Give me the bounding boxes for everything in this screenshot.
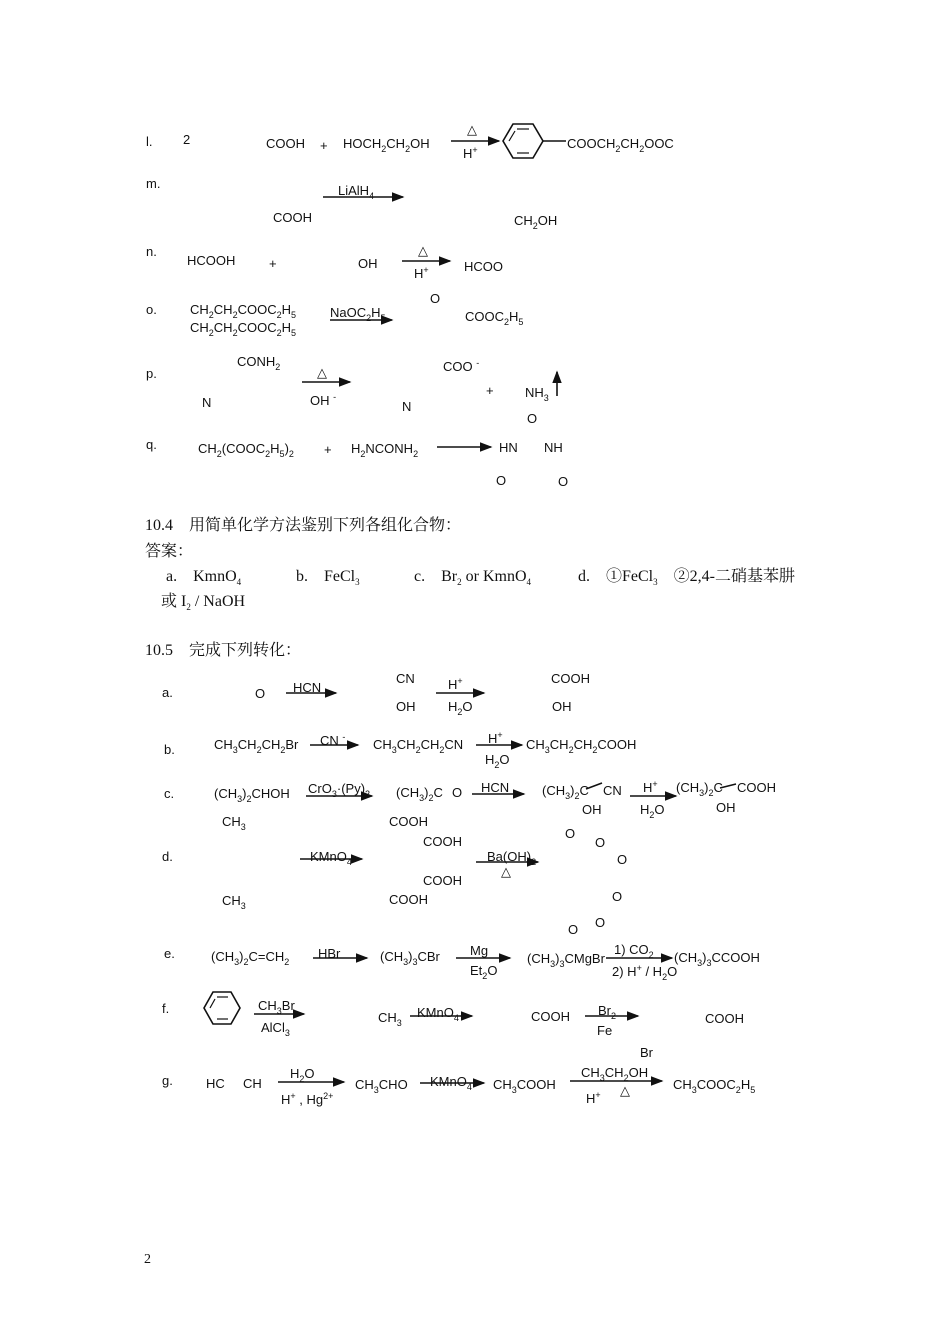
oxygen-atom: O	[595, 835, 606, 850]
heat-symbol: △	[317, 365, 327, 380]
reagent-label: Fe	[597, 1023, 613, 1038]
oxygen-atom: O	[617, 852, 628, 867]
answer-b: b. FeCl$_3$	[296, 568, 360, 587]
item-label-q: q.	[146, 437, 157, 452]
oxygen-atom: O	[568, 922, 579, 937]
reagent-label: H+	[414, 265, 429, 281]
item-label-n: n.	[146, 244, 157, 259]
formula: NH	[544, 440, 563, 455]
nitrogen-atom: N	[202, 395, 212, 410]
formula: COO -	[443, 358, 480, 374]
formula: $(CH_3)_3CMgBr$	[527, 951, 605, 969]
section-heading-10-5: 10.5 完成下列转化：	[145, 642, 302, 659]
item-label-f: f.	[162, 1001, 170, 1016]
reagent-label: AlCl$_3$	[261, 1020, 290, 1038]
reagent-label: $H_2O$	[485, 752, 510, 770]
formula: $CH_3CH_2CH_2Br$	[214, 737, 299, 755]
formula: $CH_3CH_2CH_2COOH$	[526, 737, 637, 755]
plus-sign: +	[486, 383, 494, 398]
formula: HCOOH	[187, 253, 236, 268]
oxygen-atom: O	[430, 291, 441, 306]
item-label-a: a.	[162, 685, 173, 700]
item-label-c: c.	[164, 786, 175, 801]
item-label-m: m.	[146, 176, 161, 191]
formula: $CH_3$	[222, 893, 246, 911]
reagent-label: HBr	[318, 946, 341, 961]
formula: COOH	[705, 1011, 744, 1026]
formula: $(CH_3)_2C$	[542, 783, 589, 801]
formula: $CH_2(COOC_2H_5)_2$	[198, 441, 294, 459]
answer-d: d. ①FeCl$_3$ ②2,4-二硝基苯肼	[578, 568, 795, 587]
formula: CH	[243, 1076, 262, 1091]
answer-c: c. $Br_2$ or KmnO$_4$	[414, 568, 531, 587]
formula: COOH	[389, 892, 428, 907]
reagent-label: H+ , $Hg^{2+}$	[281, 1091, 334, 1107]
reagent-label: LiAlH$_4$	[338, 183, 375, 201]
item-label-d: d.	[162, 849, 173, 864]
oxygen-atom: O	[527, 411, 538, 426]
item-label-o: o.	[146, 302, 157, 317]
oxygen-atom: O	[452, 785, 463, 800]
formula: $CH_3CH_2CH_2CN$	[373, 737, 464, 755]
oxygen-atom: O	[565, 826, 576, 841]
heat-symbol: △	[418, 243, 428, 258]
formula: $COOCH_2CH_2OOC$	[567, 136, 674, 154]
formula: $CH_2CH_2COOC_2H_5$	[190, 302, 297, 320]
reagent-label: CN -	[320, 732, 346, 748]
reagent-label: $CH_3Br$	[258, 998, 295, 1016]
heat-symbol: △	[467, 122, 477, 137]
formula: $HOCH_2CH_2OH$	[343, 136, 430, 154]
formula: COOH	[273, 210, 312, 225]
reagent-label: 1) $CO_2$	[614, 942, 654, 960]
formula: CN	[603, 783, 622, 798]
item-label-p: p.	[146, 366, 157, 381]
item-label-e: e.	[164, 946, 175, 961]
formula: COOH	[423, 834, 462, 849]
answer-label: 答案：	[145, 543, 194, 560]
formula: $(CH_3)_2C$	[676, 780, 723, 798]
formula: HN	[499, 440, 518, 455]
formula: $CH_2CH_2COOC_2H_5$	[190, 320, 297, 338]
formula: $NH_3$	[525, 385, 549, 403]
formula: COOH	[266, 136, 305, 151]
plus-sign: +	[324, 442, 332, 457]
heat-symbol: △	[501, 864, 511, 879]
formula: $CH_3CHO$	[355, 1077, 408, 1095]
oxygen-atom: O	[595, 915, 606, 930]
reagent-label: $Ba(OH)_2$	[487, 849, 537, 867]
formula: COOH	[389, 814, 428, 829]
formula: $H_2NCONH_2$	[351, 441, 419, 459]
reagent-label: H+	[463, 145, 478, 161]
formula: OH	[358, 256, 378, 271]
reagent-label: H+	[448, 676, 463, 692]
reagent-label: H+	[488, 730, 503, 746]
reagent-label: $CH_3CH_2OH$	[581, 1065, 649, 1083]
reagent-label: Mg	[470, 943, 489, 958]
coefficient: 2	[183, 132, 191, 147]
reagent-label: $H_2O$	[640, 802, 665, 820]
oxygen-atom: O	[612, 889, 623, 904]
reagent-label: HCN	[293, 680, 322, 695]
answer-d-alt: 或 $I_2$ / NaOH	[161, 593, 246, 612]
reagent-label: $H_2O$	[290, 1066, 315, 1084]
oxygen-atom: O	[255, 686, 266, 701]
formula: OH	[396, 699, 416, 714]
formula: COOH	[531, 1009, 570, 1024]
plus-sign: +	[269, 256, 277, 271]
reagent-label: OH -	[310, 392, 337, 408]
formula: HCOO	[464, 259, 503, 274]
item-label-g: g.	[162, 1073, 173, 1088]
formula: OH	[716, 800, 736, 815]
formula: OH	[582, 802, 602, 817]
reagent-label: $Et_2O$	[470, 963, 498, 981]
item-label-b: b.	[164, 742, 175, 757]
reagent-label: KMnO$_4$	[430, 1074, 472, 1092]
bromine-atom: Br	[640, 1045, 653, 1060]
formula: $CH_3$	[378, 1010, 402, 1028]
formula: OH	[552, 699, 572, 714]
oxygen-atom: O	[558, 474, 569, 489]
formula: COOH	[551, 671, 590, 686]
reagent-label: KMnO$_4$	[417, 1005, 459, 1023]
heat-symbol: △	[620, 1083, 630, 1098]
formula: CN	[396, 671, 415, 686]
formula: $CH_3$	[222, 814, 246, 832]
formula: $(CH_3)_2CHOH$	[214, 786, 290, 804]
formula: $COOC_2H_5$	[465, 309, 524, 327]
formula: $(CH_3)_3CBr$	[380, 949, 440, 967]
formula: $CH_3COOH$	[493, 1077, 556, 1095]
formula: $(CH_3)_3CCOOH$	[674, 950, 760, 968]
plus-sign: +	[320, 138, 328, 153]
reagent-label: $Br_2$	[598, 1003, 617, 1021]
formula: HC	[206, 1076, 225, 1091]
reagent-label: $CrO_3\cdot(Py)_2$	[308, 781, 371, 799]
formula: $CH_3COOC_2H_5$	[673, 1077, 756, 1095]
formula: COOH	[423, 873, 462, 888]
oxygen-atom: O	[496, 473, 507, 488]
formula: $CONH_2$	[237, 354, 281, 372]
answer-a: a. KmnO$_4$	[166, 568, 242, 587]
reagent-label: KMnO$_4$	[310, 849, 352, 867]
reagent-label: $H_2O$	[448, 699, 473, 717]
formula: COOH	[737, 780, 776, 795]
formula: $CH_2OH$	[514, 213, 558, 231]
nitrogen-atom: N	[402, 399, 412, 414]
reagent-label: 2) $H^+ / H_2O$	[612, 963, 678, 982]
section-heading-10-4: 10.4 用简单化学方法鉴别下列各组化合物：	[145, 517, 462, 534]
formula: $(CH_3)_2C=CH_2$	[211, 949, 290, 967]
reagent-label: H+	[643, 779, 658, 795]
reagent-label: HCN	[481, 780, 510, 795]
item-label-l: l.	[146, 134, 153, 149]
page-number: 2	[144, 1252, 151, 1267]
reagent-label: $NaOC_2H_5$	[330, 305, 386, 323]
formula: $(CH_3)_2C$	[396, 785, 443, 803]
reagent-label: H+	[586, 1090, 601, 1106]
